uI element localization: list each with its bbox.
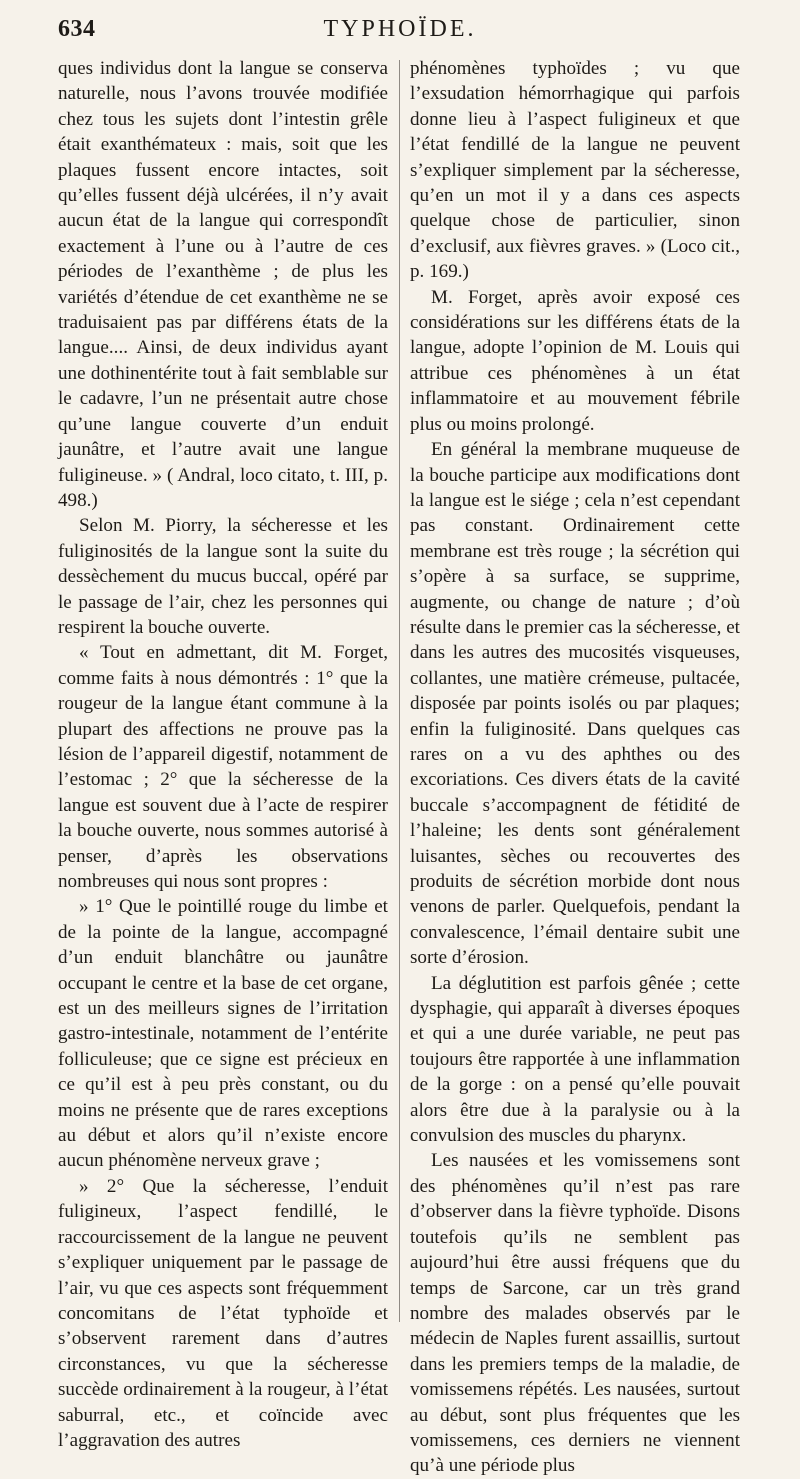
paragraph: phénomènes typhoïdes ; vu que l’exsudation hémorrhagique qui parfois donne lieu à l’aspect fuligineux et que l’état fendillé de la langue ne peuvent s’expliquer simplement par la sécheresse, qu’en un mot il y a dans ces aspects quelque chose de particulier, sinon d’exclusif, aux fièvres graves. » (Loco cit., p. 169.) bbox=[410, 58, 740, 283]
running-title: TYPHOÏDE. bbox=[323, 16, 477, 42]
paragraph: La déglutition est parfois gênée ; cette dysphagie, qui apparaît à diverses époques et qui a une durée variable, ne peut pas toujours être rapportée à une inflammation de la gorge : on a pensé qu’elle pouvait alors être due à la paralysie ou à la convulsion des muscles du pharynx. bbox=[410, 972, 740, 1147]
text-columns bbox=[58, 56, 742, 1477]
left-column bbox=[58, 56, 388, 1453]
paragraph: » 1° Que le pointillé rouge du limbe et de la pointe de la langue, accompagné d’un enduit blanchâtre ou jaunâtre occupant le centre et la base de cet organe, est un des meilleurs signes de l’irritation gastro-intestinale, notamment de l’entérite folliculeuse; que ce signe est précieux en ce qu’il est à peu près constant, ou du moins ne présente que de rares exceptions au début et alors qu’il n’existe encore aucun phénomène nerveux grave ; bbox=[58, 896, 388, 1172]
paragraph: En général la membrane muqueuse de la bouche participe aux modifications dont la langue est le siége ; cela n’est cependant pas constant. Ordinairement cette membrane est très rouge ; la sécrétion qui s’opère à sa surface, se supprime, augmente, ou change de nature ; d’où résulte dans le premier cas la sécheresse, et dans les autres des mucosités visqueuses, collantes, une matière crémeuse, pultacée, disposée par points isolés ou par plaques; enfin la fuliginosité. Dans quelques cas rares on a vu des aphthes ou des excoriations. Ces divers états de la cavité buccale s’accompagnent de fétidité de l’haleine; les dents sont généralement luisantes, sèches ou recouvertes des produits de sécrétion morbide dont nous venons de parler. Quelquefois, pendant la convalescence, l’émail dentaire subit une sorte d’érosion. bbox=[410, 439, 740, 969]
column-divider bbox=[399, 60, 400, 1322]
paragraph: Les nausées et les vomissemens sont des phénomènes qu’il n’est pas rare d’observer dans la fièvre typhoïde. Disons toutefois qu’ils ne semblent pas aujourd’hui être aussi fréquens que du temps de Sarcone, car un très grand nombre des malades observés par le médecin de Naples furent assaillis, surtout dans les premiers temps de la maladie, de vomissemens répétés. Les nausées, surtout au début, sont plus fréquentes que les vomissemens, ces derniers ne viennent qu’à une période plus bbox=[410, 1150, 740, 1477]
page-header bbox=[58, 14, 742, 54]
paragraph: » 2° Que la sécheresse, l’enduit fuligineux, l’aspect fendillé, le raccourcissement de la langue ne peuvent s’expliquer uniquement par le passage de l’air, vu que ces aspects sont fréquemment concomitans de l’état typhoïde et s’observent rarement dans d’autres circonstances, vu que la sécheresse succède ordinairement à la rougeur, à l’état saburral, etc., et coïncide avec l’aggravation des autres bbox=[58, 1175, 388, 1451]
right-column bbox=[410, 56, 740, 1479]
page-number: 634 bbox=[58, 16, 96, 42]
paragraph: « Tout en admettant, dit M. Forget, comme faits à nous démontrés : 1° que la rougeur de la langue étant commune à la plupart des affections ne prouve pas la lésion de l’appareil digestif, notamment de l’estomac ; 2° que la sécheresse de la langue est souvent due à l’acte de respirer la bouche ouverte, nous sommes autorisé à penser, d’après les observations nombreuses qui nous sont propres : bbox=[58, 642, 388, 892]
paragraph: Selon M. Piorry, la sécheresse et les fuliginosités de la langue sont la suite du dessèchement du mucus buccal, opéré par le passage de l’air, chez les personnes qui respirent la bouche ouverte. bbox=[58, 515, 388, 638]
paragraph: ques individus dont la langue se conserva naturelle, nous l’avons trouvée modifiée chez tous les sujets dont l’intestin grêle était exanthémateux : mais, soit que les plaques fussent encore intactes, soit qu’elles fussent déjà ulcérées, il n’y avait aucun état de la langue qui correspondît exactement à l’une ou à l’autre de ces périodes de l’exanthème ; de plus les variétés d’étendue de cet exanthème ne se traduisaient pas par différens états de la langue.... Ainsi, de deux individus ayant une dothinentérite tout à fait semblable sur le cadavre, l’un ne présentait autre chose qu’une langue couverte d’un enduit jaunâtre, et l’autre avait une langue fuligineuse. » ( Andral, loco citato, t. III, p. 498.) bbox=[58, 58, 388, 511]
paragraph: M. Forget, après avoir exposé ces considérations sur les différens états de la langue, adopte l’opinion de M. Louis qui attribue ces phénomènes à un état inflammatoire et au mouvement fébrile plus ou moins prolongé. bbox=[410, 286, 740, 435]
